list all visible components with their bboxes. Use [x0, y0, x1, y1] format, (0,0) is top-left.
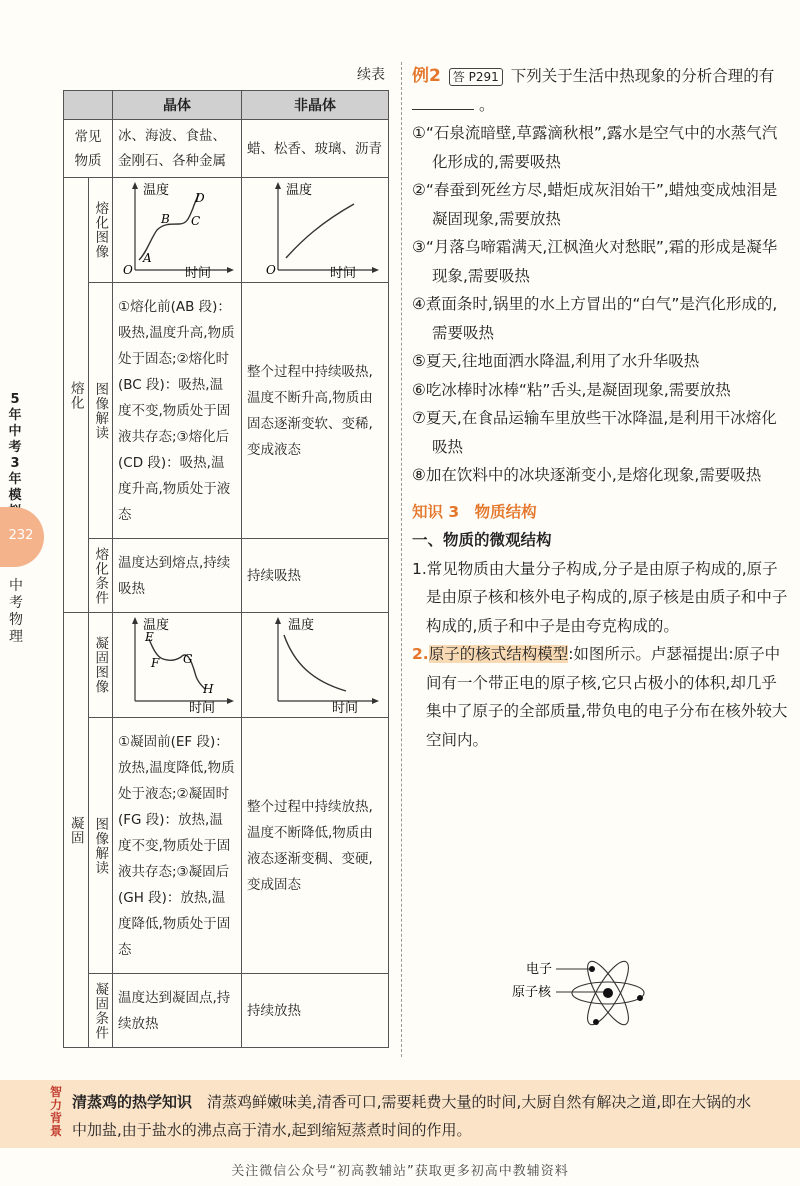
melting-label-text: 熔化: [67, 380, 84, 410]
melting-amorphous-cond: 持续吸热: [247, 567, 301, 584]
point-C: C: [191, 214, 201, 228]
table-header-row: [64, 91, 389, 120]
melting-crystal-graph: [113, 178, 242, 283]
melting-amorphous-chart: [242, 178, 388, 278]
header-corner: [64, 91, 113, 120]
solidify-crystal-cond: 温度达到凝固点,持续放热: [118, 989, 231, 1032]
solidify-crystal-ylabel: 温度: [143, 618, 170, 633]
solidify-graph-label: [88, 613, 113, 718]
point-H: H: [203, 682, 214, 696]
option-item: ⑤夏天,往地面洒水降温,利用了水升华吸热: [412, 352, 700, 370]
example-question-end: 。: [478, 95, 495, 114]
point-B: B: [161, 212, 170, 226]
table-row-solidify-graph: [64, 613, 389, 718]
point-D: D: [195, 191, 205, 205]
option-item: ③“月落乌啼霜满天,江枫渔火对愁眠”,霜的形成是凝华现象,需要吸热: [412, 238, 778, 285]
page-number: 232: [8, 528, 34, 543]
right-column: [412, 62, 792, 754]
column-divider: [401, 62, 402, 1057]
section-title: 一、物质的微观结构: [412, 531, 552, 549]
point-A: A: [143, 251, 152, 265]
point-F: F: [151, 656, 160, 670]
table-row-melting-graph: [64, 178, 389, 283]
melting-label: [64, 178, 89, 613]
nucleus-label: 原子核: [512, 985, 552, 1000]
table-row-common: [64, 120, 389, 178]
point-2-highlight: 原子的核式结构模型: [428, 645, 569, 663]
background-note: [72, 1088, 762, 1144]
solidify-graph-label-text: 凝固图像: [92, 636, 109, 694]
side-subject: 中考物理: [9, 578, 23, 645]
solidify-label-text: 凝固: [67, 815, 84, 845]
knowledge-point-2: [412, 640, 792, 754]
solidify-amorphous-ylabel: 温度: [288, 618, 315, 633]
solidify-label: [64, 613, 89, 1048]
melting-cond-label-text: 熔化条件: [92, 546, 109, 605]
comparison-table: [63, 90, 389, 1048]
point-G: G: [183, 652, 193, 666]
melting-crystal-cond: 温度达到熔点,持续吸热: [118, 554, 231, 597]
header-amorphous: 非晶体: [242, 91, 389, 120]
knowledge-title: 知识 3 物质结构: [412, 502, 537, 521]
solidify-amorphous-cond: 持续放热: [247, 1002, 301, 1019]
point-E: E: [145, 630, 154, 644]
side-book-title: 5年中考3年模: [8, 392, 22, 503]
option-item: ②“春蚕到死丝方尽,蜡炬成灰泪始干”,蜡烛变成烛泪是凝固现象,需要放热: [412, 181, 778, 228]
example-title: 例2: [412, 66, 441, 86]
solidify-crystal-graph: [113, 613, 242, 718]
background-title: 清蒸鸡的热学知识: [72, 1093, 193, 1111]
melting-crystal-ylabel: 温度: [143, 183, 170, 198]
melting-cond-label: [88, 539, 113, 613]
solidify-cond-label: [88, 974, 113, 1048]
option-item: ⑧加在饮料中的冰块逐渐变小,是熔化现象,需要吸热: [412, 466, 762, 484]
header-crystal: 晶体: [113, 91, 242, 120]
electron-dot: [637, 995, 643, 1001]
common-label: [64, 120, 113, 178]
melting-crystal-read: ①熔化前(AB 段)：吸热,温度升高,物质处于固态;②熔化时(BC 段)：吸热,温度不变,物质处于固液共存态;③熔化后(CD 段)：吸热,温度升高,物质处于液态: [118, 298, 235, 523]
solidify-amorphous-chart: [242, 613, 388, 713]
atom-model-diagram: [512, 958, 692, 1028]
melting-read-label-text: 图像解读: [92, 381, 109, 440]
point-2-number: 2.: [412, 645, 429, 663]
electron-label: 电子: [526, 962, 553, 977]
solidify-crystal-xlabel: 时间: [189, 701, 216, 713]
common-amorphous: 蜡、松香、玻璃、沥青: [247, 140, 382, 157]
solidify-crystal-read: ①凝固前(EF 段)：放热,温度降低,物质处于液态;②凝固时(FG 段)：放热,温度不变,物质处于固液共存态;③凝固后(GH 段)：放热,温度降低,物质处于固态: [118, 733, 235, 958]
solidify-cond-label-text: 凝固条件: [92, 981, 109, 1040]
footer-note: 关注微信公众号“初高教辅站”获取更多初高中教辅资料: [231, 1164, 569, 1179]
solidify-crystal-chart: [113, 613, 241, 713]
example-question: [412, 62, 792, 119]
melting-amorphous-ylabel: 温度: [286, 183, 313, 198]
melting-crystal-origin: O: [123, 263, 133, 277]
electron-dot: [589, 966, 595, 972]
table-row-solidify-cond: [64, 974, 389, 1048]
melting-amorphous-xlabel: 时间: [330, 266, 357, 278]
solidify-amorphous-graph: [242, 613, 389, 718]
option-item: ④煮面条时,锅里的水上方冒出的“白气”是汽化形成的,需要吸热: [412, 295, 778, 342]
answer-ref-tag[interactable]: 答 P291: [449, 68, 503, 86]
option-item: ①“石泉流暗壁,草露滴秋根”,露水是空气中的水蒸气汽化形成的,需要吸热: [412, 124, 778, 171]
point-2-text: :如图所示。卢瑟福提出:原子中间有一个带正电的原子核,它只占极小的体积,却几乎集中了原子的全部质量,带负电的电子分布在核外较大空间内。: [426, 645, 788, 749]
electron-dot: [593, 1019, 599, 1025]
melting-graph-label: [88, 178, 113, 283]
melting-crystal-chart: [113, 178, 241, 278]
solidify-amorphous-xlabel: 时间: [332, 701, 359, 713]
solidify-read-label: [88, 718, 113, 974]
melting-crystal-xlabel: 时间: [185, 266, 212, 278]
melting-amorphous-origin: O: [266, 263, 276, 277]
knowledge-point-1: 1.常见物质由大量分子构成,分子是由原子构成的,原子是由原子核和核外电子构成的,原子核是由质子和中子构成的,质子和中子是由夸克构成的。: [412, 559, 788, 635]
common-crystal: 冰、海波、食盐、金刚石、各种金属: [118, 127, 226, 169]
answer-blank: [412, 95, 474, 110]
continue-label: 续表: [357, 67, 385, 83]
option-item: ⑦夏天,在食品运输车里放些干冰降温,是利用干冰熔化吸热: [412, 409, 777, 456]
background-text: 清蒸鸡鲜嫩味美,清香可口,需要耗费大量的时间,大厨自然有解决之道,即在大锅的水中加盐,由于盐水的沸点高于清水,起到缩短蒸煮时间的作用。: [72, 1093, 752, 1139]
table-row-melting-cond: [64, 539, 389, 613]
solidify-amorphous-read: 整个过程中持续放热,温度不断降低,物质由液态逐渐变稠、变硬,变成固态: [247, 798, 373, 893]
common-label-text: 常见物质: [74, 128, 102, 169]
melting-amorphous-graph: [242, 178, 389, 283]
nucleus-dot: [603, 988, 613, 998]
solidify-read-label-text: 图像解读: [92, 816, 109, 875]
melting-read-label: [88, 283, 113, 539]
example-question-text: 下列关于生活中热现象的分析合理的有: [510, 67, 775, 85]
table-row-solidify-read: [64, 718, 389, 974]
table-row-melting-read: [64, 283, 389, 539]
background-tag: 智力背景: [49, 1085, 62, 1138]
option-item: ⑥吃冰棒时冰棒“粘”舌头,是凝固现象,需要放热: [412, 380, 731, 399]
melting-amorphous-read: 整个过程中持续吸热,温度不断升高,物质由固态逐渐变软、变稀,变成液态: [247, 363, 373, 458]
melting-graph-label-text: 熔化图像: [92, 201, 109, 259]
